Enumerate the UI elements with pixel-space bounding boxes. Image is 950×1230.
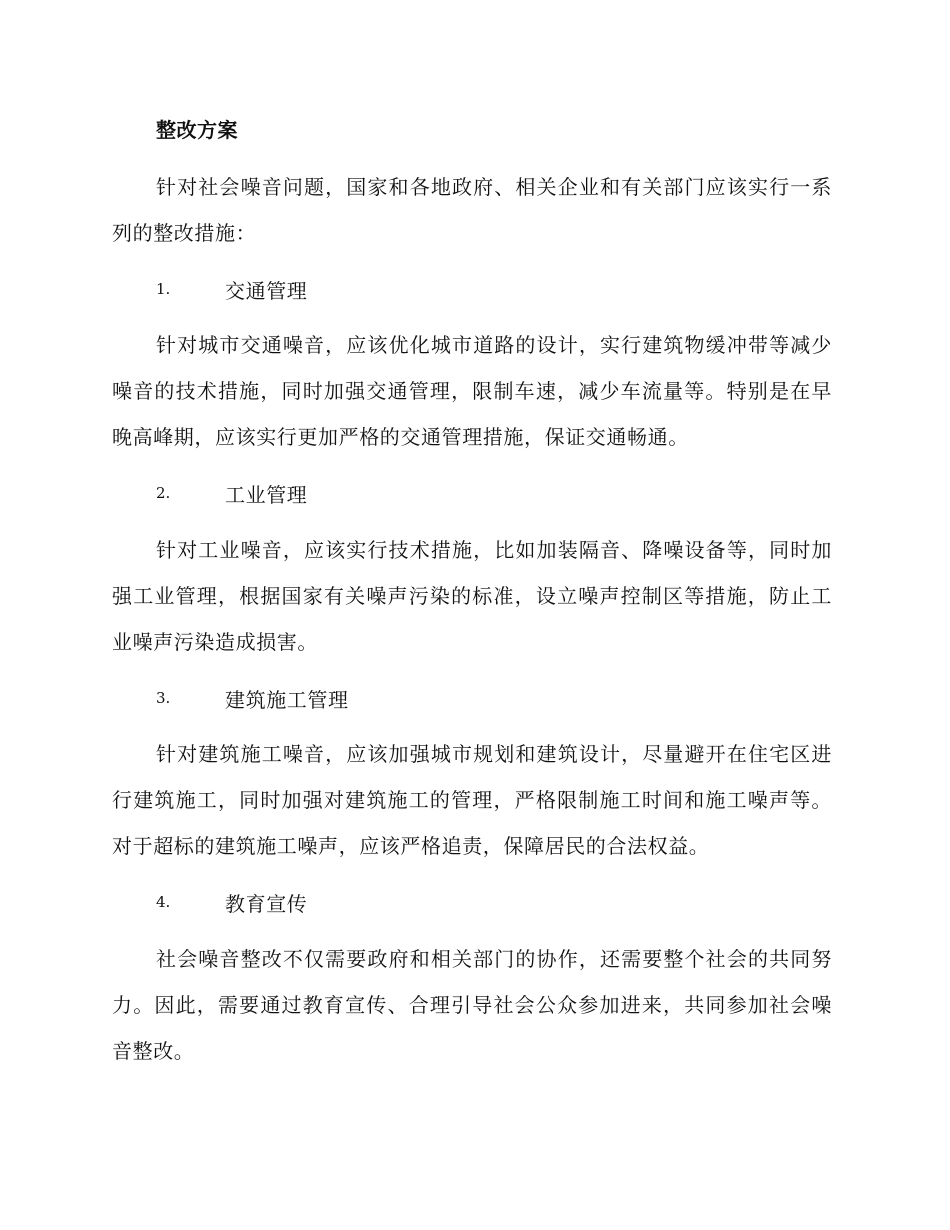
intro-paragraph: 针对社会噪音问题，国家和各地政府、相关企业和有关部门应该实行一系列的整改措施： [112,175,832,245]
section-1-number: 1. [156,280,171,298]
section-4-heading [156,887,307,917]
section-1-body: 针对城市交通噪音，应该优化城市道路的设计，实行建筑物缓冲带等减少噪音的技术措施，同时加强交通管理，限制车速，减少车流量等。特别是在早晚高峰期，应该实行更加严格的交通管理措施，保证交通畅通。 [112,333,832,449]
section-3-title: 建筑施工管理 [225,687,349,712]
section-2-heading [156,478,307,508]
section-3-number: 3. [156,689,171,707]
section-3-body: 针对建筑施工噪音，应该加强城市规划和建筑设计，尽量避开在住宅区进行建筑施工，同时加强对建筑施工的管理，严格限制施工时间和施工噪声等。对于超标的建筑施工噪声，应该严格追责，保障居民的合法权益。 [112,742,832,858]
document-title: 整改方案 [156,118,238,142]
section-1-heading [156,274,307,304]
section-2-body: 针对工业噪音，应该实行技术措施，比如加装隔音、降噪设备等，同时加强工业管理，根据国家有关噪声污染的标准，设立噪声控制区等措施，防止工业噪声污染造成损害。 [112,538,832,654]
section-2-number: 2. [156,484,171,502]
section-2-title: 工业管理 [225,482,308,507]
section-3-heading [156,683,349,713]
section-4-title: 教育宣传 [225,891,308,916]
section-4-number: 4. [156,893,171,911]
section-4-body: 社会噪音整改不仅需要政府和相关部门的协作，还需要整个社会的共同努力。因此，需要通过教育宣传、合理引导社会公众参加进来，共同参加社会噪音整改。 [112,947,832,1063]
section-1-title: 交通管理 [225,278,308,303]
